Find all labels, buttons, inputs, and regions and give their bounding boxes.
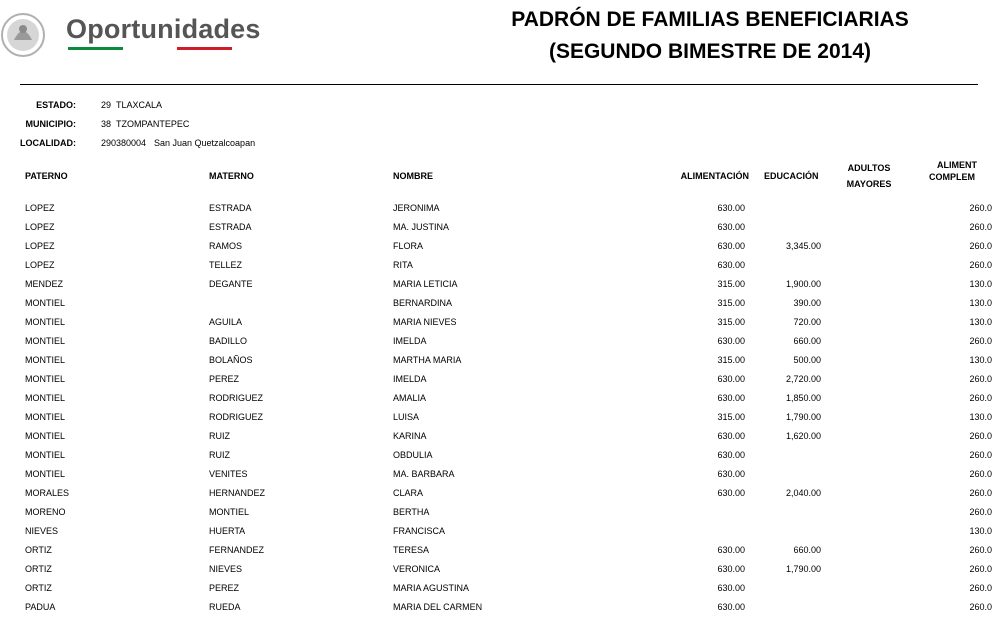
cell-complemento: 260.0 (969, 336, 992, 346)
col-header-adultos-line1: ADULTOS (847, 163, 891, 173)
cell-paterno: LOPEZ (25, 260, 55, 270)
cell-complemento: 260.0 (969, 507, 992, 517)
table-row (0, 488, 992, 507)
cell-educacion: 1,790.00 (785, 412, 821, 422)
cell-nombre: MARTHA MARIA (393, 355, 462, 365)
cell-nombre: FRANCISCA (393, 526, 446, 536)
cell-alimentacion: 315.00 (717, 412, 745, 422)
col-header-educacion: EDUCACIÓN (764, 171, 819, 181)
cell-alimentacion: 630.00 (717, 241, 745, 251)
table-row (0, 203, 992, 222)
col-header-paterno: PATERNO (25, 171, 68, 181)
cell-complemento: 260.0 (969, 583, 992, 593)
cell-paterno: MENDEZ (25, 279, 63, 289)
cell-nombre: LUISA (393, 412, 420, 422)
cell-alimentacion: 630.00 (717, 469, 745, 479)
table-row (0, 469, 992, 488)
localidad-label: LOCALIDAD: (20, 138, 76, 148)
cell-materno: PEREZ (209, 583, 240, 593)
cell-paterno: MONTIEL (25, 469, 66, 479)
cell-alimentacion: 630.00 (717, 488, 745, 498)
col-header-nombre: NOMBRE (393, 171, 433, 181)
table-row (0, 583, 992, 602)
table-row (0, 355, 992, 374)
col-header-adultos-line2: MAYORES (846, 179, 892, 189)
cell-paterno: MORALES (25, 488, 70, 498)
page-title: PADRÓN DE FAMILIAS BENEFICIARIAS (511, 8, 909, 31)
localidad-name: San Juan Quetzalcoapan (154, 138, 256, 148)
table-row (0, 412, 992, 431)
national-seal-icon (0, 12, 46, 58)
cell-materno: BADILLO (209, 336, 248, 346)
cell-alimentacion: 315.00 (717, 298, 745, 308)
cell-nombre: MARIA LETICIA (393, 279, 458, 289)
table-row (0, 260, 992, 279)
cell-complemento: 260.0 (969, 450, 992, 460)
cell-educacion: 3,345.00 (785, 241, 821, 251)
cell-nombre: VERONICA (393, 564, 441, 574)
table-row (0, 507, 992, 526)
cell-nombre: MA. JUSTINA (393, 222, 450, 232)
cell-alimentacion: 630.00 (717, 374, 745, 384)
cell-alimentacion: 630.00 (717, 583, 745, 593)
table-row (0, 317, 992, 336)
table-row (0, 336, 992, 355)
cell-alimentacion: 630.00 (717, 203, 745, 213)
cell-educacion: 2,720.00 (785, 374, 821, 384)
cell-materno: RODRIGUEZ (209, 412, 263, 422)
col-header-complemento-line1: ALIMENT (937, 160, 977, 170)
cell-materno: PEREZ (209, 374, 240, 384)
logo-color-bar (68, 47, 232, 50)
table-row (0, 431, 992, 450)
table-row (0, 279, 992, 298)
cell-paterno: NIEVES (25, 526, 59, 536)
cell-nombre: IMELDA (393, 336, 427, 346)
cell-nombre: RITA (393, 260, 413, 270)
cell-alimentacion: 630.00 (717, 393, 745, 403)
cell-materno: RODRIGUEZ (209, 393, 263, 403)
table-row (0, 564, 992, 583)
cell-complemento: 260.0 (969, 431, 992, 441)
cell-nombre: CLARA (393, 488, 424, 498)
estado-label: ESTADO: (36, 100, 76, 110)
cell-complemento: 130.0 (969, 298, 992, 308)
cell-paterno: MONTIEL (25, 374, 66, 384)
table-row (0, 222, 992, 241)
cell-nombre: MA. BARBARA (393, 469, 455, 479)
table-row (0, 545, 992, 564)
cell-complemento: 130.0 (969, 317, 992, 327)
cell-materno: BOLAÑOS (209, 355, 253, 365)
cell-paterno: PADUA (25, 602, 56, 612)
cell-paterno: ORTIZ (25, 564, 52, 574)
table-row (0, 450, 992, 469)
header-divider (20, 84, 978, 85)
table-row (0, 298, 992, 317)
cell-materno: HUERTA (209, 526, 246, 536)
cell-educacion: 500.00 (793, 355, 821, 365)
estado-code: 29 (101, 100, 112, 110)
municipio-code: 38 (101, 119, 112, 129)
cell-nombre: AMALIA (393, 393, 427, 403)
cell-complemento: 130.0 (969, 526, 992, 536)
cell-educacion: 1,620.00 (785, 431, 821, 441)
cell-educacion: 1,790.00 (785, 564, 821, 574)
cell-complemento: 260.0 (969, 260, 992, 270)
cell-complemento: 260.0 (969, 222, 992, 232)
cell-nombre: BERTHA (393, 507, 430, 517)
cell-alimentacion: 630.00 (717, 564, 745, 574)
cell-complemento: 260.0 (969, 602, 992, 612)
cell-complemento: 260.0 (969, 564, 992, 574)
cell-materno: VENITES (209, 469, 248, 479)
cell-materno: RUIZ (209, 431, 230, 441)
cell-nombre: KARINA (393, 431, 427, 441)
cell-nombre: OBDULIA (393, 450, 433, 460)
estado-name: TLAXCALA (116, 100, 163, 110)
cell-alimentacion: 630.00 (717, 260, 745, 270)
cell-paterno: MONTIEL (25, 336, 66, 346)
cell-paterno: MONTIEL (25, 450, 66, 460)
cell-nombre: FLORA (393, 241, 424, 251)
cell-paterno: MONTIEL (25, 412, 66, 422)
cell-alimentacion: 630.00 (717, 431, 745, 441)
cell-alimentacion: 315.00 (717, 317, 745, 327)
cell-materno: HERNANDEZ (209, 488, 266, 498)
cell-educacion: 720.00 (793, 317, 821, 327)
cell-alimentacion: 315.00 (717, 355, 745, 365)
cell-paterno: MONTIEL (25, 431, 66, 441)
cell-complemento: 260.0 (969, 241, 992, 251)
cell-nombre: BERNARDINA (393, 298, 453, 308)
cell-nombre: IMELDA (393, 374, 427, 384)
cell-materno: AGUILA (209, 317, 243, 327)
cell-alimentacion: 630.00 (717, 602, 745, 612)
cell-complemento: 260.0 (969, 374, 992, 384)
cell-complemento: 130.0 (969, 412, 992, 422)
cell-nombre: JERONIMA (393, 203, 440, 213)
cell-complemento: 130.0 (969, 355, 992, 365)
cell-paterno: MORENO (25, 507, 66, 517)
cell-educacion: 660.00 (793, 545, 821, 555)
municipio-name: TZOMPANTEPEC (116, 119, 190, 129)
cell-materno: MONTIEL (209, 507, 250, 517)
table-row (0, 374, 992, 393)
cell-alimentacion: 315.00 (717, 279, 745, 289)
cell-complemento: 260.0 (969, 488, 992, 498)
cell-alimentacion: 630.00 (717, 336, 745, 346)
cell-educacion: 660.00 (793, 336, 821, 346)
localidad-code: 290380004 (101, 138, 147, 148)
cell-paterno: LOPEZ (25, 203, 55, 213)
table-row (0, 241, 992, 260)
cell-educacion: 390.00 (793, 298, 821, 308)
cell-paterno: ORTIZ (25, 545, 52, 555)
cell-nombre: MARIA AGUSTINA (393, 583, 470, 593)
cell-complemento: 260.0 (969, 545, 992, 555)
col-header-complemento-line2: COMPLEM (929, 172, 975, 182)
cell-materno: RUIZ (209, 450, 230, 460)
cell-paterno: ORTIZ (25, 583, 52, 593)
col-header-alimentacion: ALIMENTACIÓN (680, 171, 749, 181)
cell-nombre: MARIA NIEVES (393, 317, 457, 327)
cell-complemento: 130.0 (969, 279, 992, 289)
cell-educacion: 2,040.00 (785, 488, 821, 498)
cell-paterno: MONTIEL (25, 355, 66, 365)
cell-alimentacion: 630.00 (717, 545, 745, 555)
cell-materno: DEGANTE (209, 279, 253, 289)
cell-paterno: LOPEZ (25, 222, 55, 232)
cell-educacion: 1,900.00 (785, 279, 821, 289)
cell-paterno: LOPEZ (25, 241, 55, 251)
logo-text: Oportunidades (66, 14, 261, 44)
cell-materno: TELLEZ (209, 260, 243, 270)
table-row (0, 393, 992, 412)
table-row (0, 526, 992, 545)
cell-complemento: 260.0 (969, 203, 992, 213)
table-row (0, 602, 992, 621)
cell-alimentacion: 630.00 (717, 450, 745, 460)
cell-complemento: 260.0 (969, 393, 992, 403)
page-subtitle: (SEGUNDO BIMESTRE DE 2014) (548, 40, 872, 63)
cell-paterno: MONTIEL (25, 298, 66, 308)
cell-materno: FERNANDEZ (209, 545, 265, 555)
cell-alimentacion: 630.00 (717, 222, 745, 232)
cell-nombre: MARIA DEL CARMEN (393, 602, 483, 612)
municipio-label: MUNICIPIO: (25, 119, 76, 129)
cell-complemento: 260.0 (969, 469, 992, 479)
cell-materno: ESTRADA (209, 222, 252, 232)
cell-materno: RAMOS (209, 241, 243, 251)
col-header-materno: MATERNO (209, 171, 254, 181)
cell-paterno: MONTIEL (25, 393, 66, 403)
cell-paterno: MONTIEL (25, 317, 66, 327)
cell-materno: NIEVES (209, 564, 243, 574)
cell-educacion: 1,850.00 (785, 393, 821, 403)
cell-materno: ESTRADA (209, 203, 252, 213)
cell-materno: RUEDA (209, 602, 241, 612)
cell-nombre: TERESA (393, 545, 430, 555)
